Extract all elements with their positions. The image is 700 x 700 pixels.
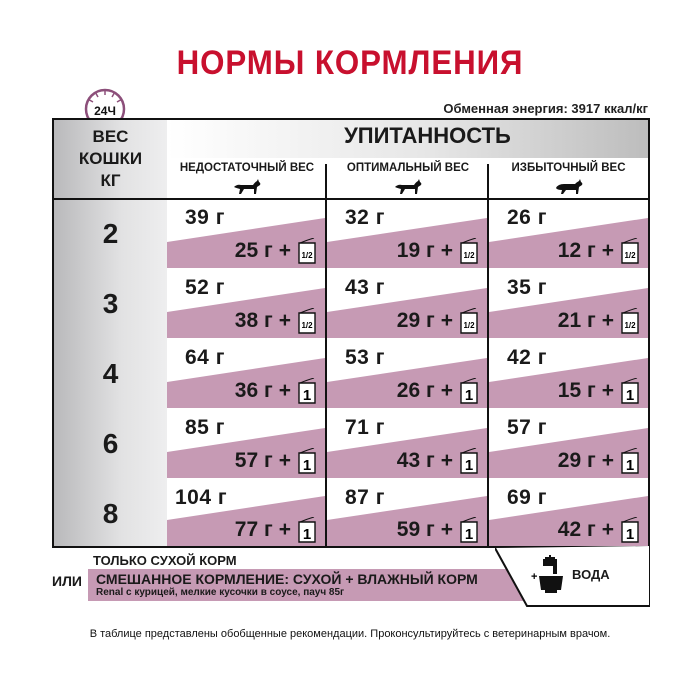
pouch-icon [620,378,640,404]
svg-text:1: 1 [625,457,635,474]
cat-icon [393,178,423,196]
table-row [54,480,648,546]
pouch-icon [297,308,317,334]
pouch-icon [459,238,479,264]
pouch-icon [459,308,479,334]
legend-mixed-feeding: СМЕШАННОЕ КОРМЛЕНИЕ: СУХОЙ + ВЛАЖНЫЙ КОРМ Renal с курицей, мелкие кусочки в соусе, пауч 85г [88,569,534,601]
svg-text:1: 1 [625,387,635,404]
table-row [54,270,648,340]
pouch-icon [459,378,479,404]
table-cell: 52 г 38 г + 1/2 [167,270,325,340]
table-cell: 26 г 12 г + 1/2 [489,200,648,270]
svg-text:1/2: 1/2 [624,321,636,330]
svg-text:1/2: 1/2 [624,251,636,260]
pouch-icon [620,517,640,543]
energy-value: Обменная энергия: 3917 ккал/кг [443,101,648,116]
table-row [54,410,648,480]
pouch-icon [297,378,317,404]
column-underweight: НЕДОСТАТОЧНЫЙ ВЕС [167,158,327,198]
table-cell: 87 г 59 г + 1 [327,480,487,546]
table-cell: 43 г 29 г + 1/2 [327,270,487,340]
legend-or: ИЛИ [52,573,82,589]
table-cell: 39 г 25 г + 1/2 [167,200,325,270]
table-cell: 57 г 29 г + 1 [489,410,648,480]
table-cell: 42 г 15 г + 1 [489,340,648,410]
table-cell: 104 г 77 г + 1 [167,480,325,546]
pouch-icon [620,448,640,474]
table-cell: 35 г 21 г + 1/2 [489,270,648,340]
cat-weight: 2 [102,218,119,249]
svg-text:1: 1 [302,457,312,474]
legend-dry-only: ТОЛЬКО СУХОЙ КОРМ [93,553,237,568]
pouch-icon [297,517,317,543]
table-row [54,200,648,270]
svg-text:1/2: 1/2 [301,251,313,260]
page-title: НОРМЫ КОРМЛЕНИЯ [176,44,524,82]
disclaimer-note: В таблице представлены обобщенные рекомендации. Проконсультируйтесь с ветеринарным врачом. [89,628,611,640]
table-cell: 32 г 19 г + 1/2 [327,200,487,270]
table-row [54,340,648,410]
cat-icon [232,178,262,196]
feeding-table [52,118,650,548]
table-cell: 69 г 42 г + 1 [489,480,648,546]
svg-text:1: 1 [464,457,474,474]
svg-text:1/2: 1/2 [463,251,475,260]
column-optimal: ОПТИМАЛЬНЫЙ ВЕС [327,158,489,198]
cat-weight: 6 [102,428,119,459]
svg-text:1: 1 [464,526,474,543]
pouch-icon [459,517,479,543]
cat-weight: 4 [102,358,119,389]
pouch-icon [620,308,640,334]
water-label: ВОДА [572,567,610,582]
column-overweight: ИЗБЫТОЧНЫЙ ВЕС [489,158,648,198]
pouch-icon [620,238,640,264]
cat-weight: 3 [102,288,119,319]
svg-text:+: + [531,571,538,583]
table-cell: 53 г 26 г + 1 [327,340,487,410]
svg-text:1: 1 [302,387,312,404]
table-cell: 85 г 57 г + 1 [167,410,325,480]
pouch-icon [297,238,317,264]
svg-text:1: 1 [625,526,635,543]
svg-text:1/2: 1/2 [463,321,475,330]
svg-text:1: 1 [302,526,312,543]
table-cell: 64 г 36 г + 1 [167,340,325,410]
cat-weight: 8 [102,498,119,529]
weight-header: ВЕС КОШКИ КГ [78,127,143,190]
pouch-icon [459,448,479,474]
svg-text:1: 1 [464,387,474,404]
svg-text:1/2: 1/2 [301,321,313,330]
table-cell: 71 г 43 г + 1 [327,410,487,480]
condition-title: УПИТАННОСТЬ [344,123,511,148]
svg-text:24Ч: 24Ч [94,104,116,118]
cat-icon [554,178,584,196]
pouch-icon [297,448,317,474]
